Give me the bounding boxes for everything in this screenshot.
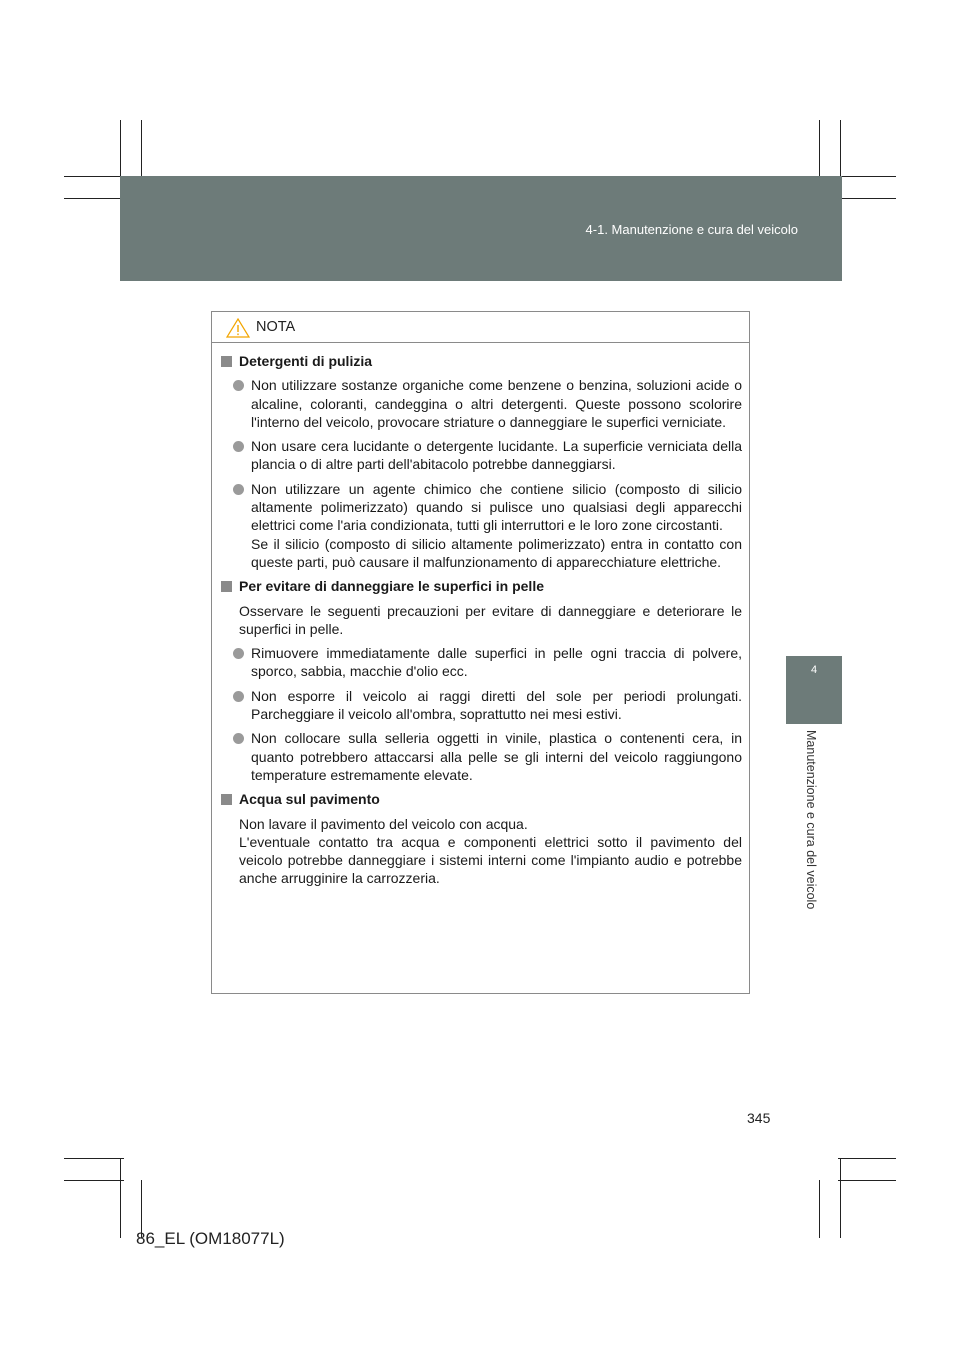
note-body xyxy=(212,343,749,888)
list-item xyxy=(221,376,742,431)
crop-mark xyxy=(64,198,124,199)
crop-mark xyxy=(838,1180,896,1181)
doc-code: 86_EL (OM18077L) xyxy=(136,1229,285,1248)
section-heading-text: Detergenti di pulizia xyxy=(239,353,373,369)
page-number: 345 xyxy=(747,1110,771,1126)
circle-bullet-icon xyxy=(233,380,244,391)
chapter-title: Manutenzione e cura del veicolo xyxy=(804,730,818,910)
circle-bullet-icon xyxy=(233,648,244,659)
list-item xyxy=(221,480,742,571)
crop-mark xyxy=(120,120,121,180)
list-item-text: Non esporre il veicolo ai raggi diretti del sole per periodi prolungati. Parcheggiare il veicolo all'ombra, soprattutto nei mesi estivi. xyxy=(251,687,742,723)
crop-mark xyxy=(840,1158,841,1238)
square-bullet-icon xyxy=(221,581,232,592)
crop-mark xyxy=(120,1158,121,1238)
section-heading xyxy=(221,352,742,370)
crop-mark xyxy=(840,120,841,180)
note-title: NOTA xyxy=(256,319,296,335)
square-bullet-icon xyxy=(221,356,232,367)
list-item xyxy=(221,687,742,724)
section-paragraph: Non lavare il pavimento del veicolo con acqua. xyxy=(239,815,528,832)
list-item xyxy=(221,729,742,784)
chapter-number: 4 xyxy=(810,664,818,676)
chapter-tab[interactable] xyxy=(786,656,842,724)
section-heading-text: Acqua sul pavimento xyxy=(239,791,380,808)
crop-mark xyxy=(141,120,142,180)
list-item xyxy=(221,437,742,474)
list-item-text: Se il silicio (composto di silicio altamente polimerizzato) entra in contatto con queste parti, può causare il malfunzionamento di apparecchiature elettriche. xyxy=(251,535,742,570)
crop-mark xyxy=(819,1180,820,1238)
section-title: 4-1. Manutenzione e cura del veicolo xyxy=(585,222,798,237)
section-heading xyxy=(221,790,742,808)
chapter-side-label xyxy=(804,730,824,960)
list-item-text: Non collocare sulla selleria oggetti in vinile, plastica o contenenti cera, in quanto potrebbero attaccarsi alla pelle se gli interni del veicolo raggiungono temperature estremamente elevate. xyxy=(251,730,742,783)
list-item-text: Rimuovere immediatamente dalle superfici in pelle ogni traccia di polvere, sporco, sabbia, macchie d'olio ecc. xyxy=(251,645,742,680)
crop-mark xyxy=(838,176,896,177)
crop-mark xyxy=(838,1158,896,1159)
section-heading-text: Per evitare di danneggiare le superfici in pelle xyxy=(239,578,544,595)
circle-bullet-icon xyxy=(233,484,244,495)
section-intro: Osservare le seguenti precauzioni per evitare di danneggiare e deteriorare le superfici in pelle. xyxy=(239,602,742,637)
circle-bullet-icon xyxy=(233,441,244,452)
section-paragraph: L'eventuale contatto tra acqua e componenti elettrici sotto il pavimento del veicolo potrebbe danneggiare i sistemi interni come l'impianto audio e potrebbe anche arrugginire la carrozzeria. xyxy=(239,833,742,887)
list-item-text: Non utilizzare un agente chimico che contiene silicio (composto di silicio altamente polimerizzato) quando si pulisce uno qualsiasi degli apparecchi elettrici come l'aria condizionata, tutti gli interruttori e le loro zone circostanti. xyxy=(251,480,742,534)
crop-mark xyxy=(64,176,124,177)
circle-bullet-icon xyxy=(233,691,244,702)
note-box xyxy=(211,311,750,994)
crop-mark xyxy=(838,198,896,199)
warning-triangle-icon xyxy=(226,318,250,338)
crop-mark xyxy=(64,1158,124,1159)
circle-bullet-icon xyxy=(233,733,244,744)
header-bar xyxy=(120,176,842,281)
list-item xyxy=(221,644,742,681)
square-bullet-icon xyxy=(221,794,232,805)
crop-mark xyxy=(819,120,820,180)
crop-mark xyxy=(64,1180,124,1181)
section-heading xyxy=(221,577,742,595)
list-item-text: Non utilizzare sostanze organiche come benzene o benzina, soluzioni acide o alcaline, coloranti, candeggina o altri detergenti. Queste possono scolorire l'interno del veicolo, provocare striature o danneggiare le superfici verniciate. xyxy=(251,377,742,430)
note-header xyxy=(212,312,749,343)
list-item-text: Non usare cera lucidante o detergente lucidante. La superficie verniciata della plancia o di altre parti dell'abitacolo potrebbe danneggiarsi. xyxy=(251,438,742,473)
